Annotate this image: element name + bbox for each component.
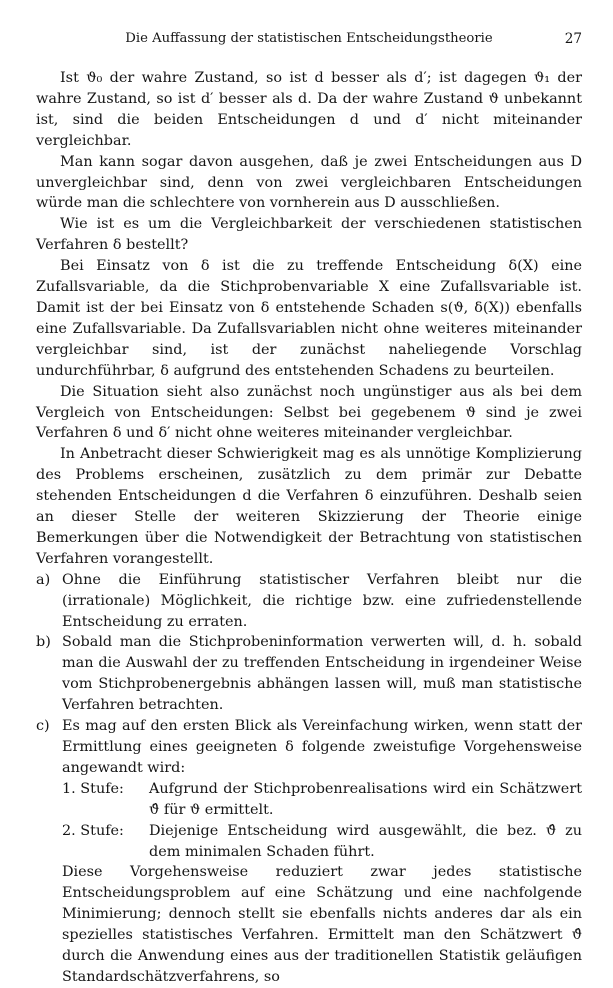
paragraph: Bei Einsatz von δ ist die zu treffende Entscheidung δ(X) eine Zufallsvariable, da die Stichprobenvariable X eine Zufallsvariable ist. Damit ist der bei Einsatz von δ entstehende Schaden s(ϑ, δ(X)) ebenfalls eine Zufallsvariable. Da Zufallsvariablen nicht ohne weiteres miteinander vergleichbar sind, ist der zunächst naheliegende Vorschlag undurchführbar, δ aufgrund des entstehenden Schadens zu beurteilen. [36,258,582,379]
paragraph: Man kann sogar davon ausgehen, daß je zwei Entscheidungen aus D unvergleichbar sind, denn von zwei vergleichbaren Entscheidungen würde man die schlechtere von vornherein aus D ausschließen. [36,153,582,212]
paragraph: In Anbetracht dieser Schwierigkeit mag es als unnötige Komplizierung des Problems erscheinen, zusätzlich zu dem primär zur Debatte stehenden Entscheidungen d die Verfahren δ einzuführen. Deshalb seien an dieser Stelle der weiteren Skizzierung der Theorie einige Bemerkungen über die Notwendigkeit der Betrachtung von statistischen Verfahren vorangestellt. [36,446,582,567]
paragraph: Wie ist es um die Vergleichbarkeit der verschiedenen statistischen Verfahren δ bestellt? [36,216,582,254]
list-item-text: Ohne die Einführung statistischer Verfahren bleibt nur die (irrationale) Möglichkeit, die richtige bzw. eine zufriedenstellende Entscheidung zu erraten. [62,571,582,630]
closing-paragraph: Diese Vorgehensweise reduziert zwar jedes statistische Entscheidungsproblem auf eine Schätzung und eine nachfolgende Minimierung; dennoch stellt sie ebenfalls nichts anderes dar als ein spezielles statistisches Verfahren. Ermittelt man den Schätzwert ϑ̂ durch die Anwendung eines aus der traditionellen Statistik geläufigen Standardschätzverfahrens, so [62,864,582,985]
stufe-label: 2. Stufe: [62,822,124,839]
list-item [36,570,582,633]
list-item-text: Sobald man die Stichprobeninformation verwerten will, d. h. sobald man die Auswahl der zu treffenden Entscheidung in irgendeiner Weise vom Stichprobenergebnis abhängen lassen will, muß man statistische Verfahren betrachten. [62,634,582,714]
list-marker: b) [36,634,51,651]
list-marker: a) [36,571,51,588]
body-text [36,68,582,988]
list-item-text: Es mag auf den ersten Blick als Vereinfachung wirken, wenn statt der Ermittlung eines geeigneten δ folgende zweistufige Vorgehensweise angewandt wird: [62,718,582,776]
stufe-label: 1. Stufe: [62,780,124,797]
stufe-text: Aufgrund der Stichprobenrealisations wird ein Schätzwert ϑ̂ für ϑ ermittelt. [149,780,582,818]
paragraph: Die Situation sieht also zunächst noch ungünstiger aus als bei dem Vergleich von Entscheidungen: Selbst bei gegebenem ϑ sind je zwei Verfahren δ und δ′ nicht ohne weiteres miteinander vergleichbar. [36,383,582,442]
stufe-list [36,779,582,863]
list-marker: c) [36,718,50,735]
page-number: 27 [564,31,582,47]
paragraph: Ist ϑ₀ der wahre Zustand, so ist d besser als d′; ist dagegen ϑ₁ der wahre Zustand, so ist d′ besser als d. Da der wahre Zustand ϑ unbekannt ist, sind die beiden Entscheidungen d und d′ nicht miteinander vergleichbar. [36,70,582,149]
stufe-item [62,779,582,821]
list-item [36,632,582,716]
stufe-item [62,821,582,863]
closing-block [36,862,582,987]
running-title: Die Auffassung der statistischen Entscheidungstheorie [125,31,493,46]
page-header [36,31,582,51]
stufe-text: Diejenige Entscheidung wird ausgewählt, die bez. ϑ̂ zu dem minimalen Schaden führt. [149,822,582,860]
list-item [36,716,582,779]
